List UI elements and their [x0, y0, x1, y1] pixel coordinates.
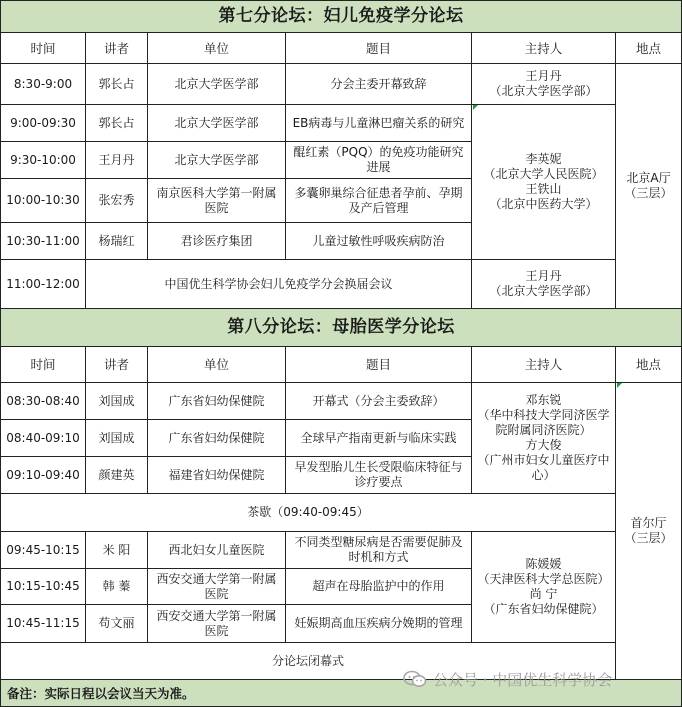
table-cell-topic: 多囊卵巢综合征患者孕前、孕期及产后管理 — [286, 179, 472, 223]
table-cell-speaker: 韩 蓁 — [86, 569, 148, 605]
table-cell-unit: 西安交通大学第一附属医院 — [148, 569, 286, 605]
table-cell-unit: 广东省妇幼保健院 — [148, 383, 286, 420]
s8-header-unit: 单位 — [148, 347, 286, 383]
table-cell-topic: 早发型胎儿生长受限临床特征与诊疗要点 — [286, 457, 472, 494]
s7-header-time: 时间 — [0, 33, 86, 64]
s7-header-venue: 地点 — [616, 33, 682, 64]
table-cell-topic: EB病毒与儿童淋巴瘤关系的研究 — [286, 105, 472, 142]
table-cell-venue: 首尔厅 （三层） — [616, 383, 682, 680]
s8-header-host: 主持人 — [472, 347, 616, 383]
table-cell-unit: 北京大学医学部 — [148, 142, 286, 179]
section8-title: 第八分论坛：母胎医学分论坛 — [0, 309, 682, 347]
table-cell-unit: 西北妇女儿童医院 — [148, 532, 286, 569]
table-cell-speaker: 郭长占 — [86, 64, 148, 105]
table-cell-time: 09:45-10:15 — [0, 532, 86, 569]
table-cell-speaker: 王月丹 — [86, 142, 148, 179]
table-cell-time: 09:10-09:40 — [0, 457, 86, 494]
table-cell-unit: 北京大学医学部 — [148, 105, 286, 142]
table-cell-merged: 中国优生科学协会妇儿免疫学分会换届会议 — [86, 260, 472, 309]
table-cell-time: 08:40-09:10 — [0, 420, 86, 457]
table-cell-speaker: 颜建英 — [86, 457, 148, 494]
table-cell-unit: 西安交通大学第一附属医院 — [148, 605, 286, 643]
table-cell-topic: 全球早产指南更新与临床实践 — [286, 420, 472, 457]
s7-header-topic: 题目 — [286, 33, 472, 64]
table-cell-time: 10:30-11:00 — [0, 223, 86, 260]
cell-marker-icon — [473, 105, 478, 110]
s8-header-venue: 地点 — [616, 347, 682, 383]
s7-header-speaker: 讲者 — [86, 33, 148, 64]
table-cell-venue: 北京A厅 （三层） — [616, 64, 682, 309]
table-cell-speaker: 张宏秀 — [86, 179, 148, 223]
table-cell-time: 9:00-09:30 — [0, 105, 86, 142]
table-cell-speaker: 刘国成 — [86, 383, 148, 420]
s8-header-topic: 题目 — [286, 347, 472, 383]
table-cell-host: 王月丹 （北京大学医学部） — [472, 260, 616, 309]
table-cell-time: 10:00-10:30 — [0, 179, 86, 223]
table-cell-time: 9:30-10:00 — [0, 142, 86, 179]
table-cell-unit: 广东省妇幼保健院 — [148, 420, 286, 457]
s7-header-host: 主持人 — [472, 33, 616, 64]
table-cell-topic: 醌红素（PQQ）的免疫功能研究进展 — [286, 142, 472, 179]
table-cell-unit: 福建省妇幼保健院 — [148, 457, 286, 494]
table-cell-speaker: 刘国成 — [86, 420, 148, 457]
table-cell-time: 11:00-12:00 — [0, 260, 86, 309]
table-cell-topic: 超声在母胎监护中的作用 — [286, 569, 472, 605]
table-cell-time: 08:30-08:40 — [0, 383, 86, 420]
table-cell-topic: 儿童过敏性呼吸疾病防治 — [286, 223, 472, 260]
table-cell-time: 8:30-9:00 — [0, 64, 86, 105]
table-cell-time: 10:15-10:45 — [0, 569, 86, 605]
s7-header-unit: 单位 — [148, 33, 286, 64]
table-cell-topic: 分会主委开幕致辞 — [286, 64, 472, 105]
table-cell-unit: 南京医科大学第一附属医院 — [148, 179, 286, 223]
table-cell-topic: 不同类型糖尿病是否需要促肺及时机和方式 — [286, 532, 472, 569]
table-cell-closing: 分论坛闭幕式 — [0, 643, 616, 680]
table-cell-speaker: 郭长占 — [86, 105, 148, 142]
table-cell-time: 10:45-11:15 — [0, 605, 86, 643]
table-cell-unit: 北京大学医学部 — [148, 64, 286, 105]
table-cell-speaker: 杨瑞红 — [86, 223, 148, 260]
table-cell-host: 王月丹 （北京大学医学部） — [472, 64, 616, 105]
table-cell-host: 李英妮 （北京大学人民医院） 王铁山 （北京中医药大学） — [472, 105, 616, 260]
table-cell-host: 邓东锐 （华中科技大学同济医学院附属同济医院） 方大俊 （广州市妇女儿童医疗中心） — [472, 383, 616, 494]
table-cell-topic: 妊娠期高血压疾病分娩期的管理 — [286, 605, 472, 643]
table-cell-unit: 君诊医疗集团 — [148, 223, 286, 260]
watermark-text: 公众号 · 中国优生科学协会 — [433, 670, 613, 689]
cell-marker-icon — [617, 383, 622, 388]
table-cell-speaker: 米 阳 — [86, 532, 148, 569]
s8-header-time: 时间 — [0, 347, 86, 383]
table-cell-host: 陈媛媛 （天津医科大学总医院） 尚 宁 （广东省妇幼保健院） — [472, 532, 616, 643]
table-cell-topic: 开幕式（分会主委致辞） — [286, 383, 472, 420]
table-cell-break: 茶歇（09:40-09:45） — [0, 494, 616, 532]
table-cell-speaker: 苟文丽 — [86, 605, 148, 643]
section7-title: 第七分论坛：妇儿免疫学分论坛 — [0, 0, 682, 33]
footnote-bar: 备注：实际日程以会议当天为准。 — [0, 680, 682, 707]
s8-header-speaker: 讲者 — [86, 347, 148, 383]
